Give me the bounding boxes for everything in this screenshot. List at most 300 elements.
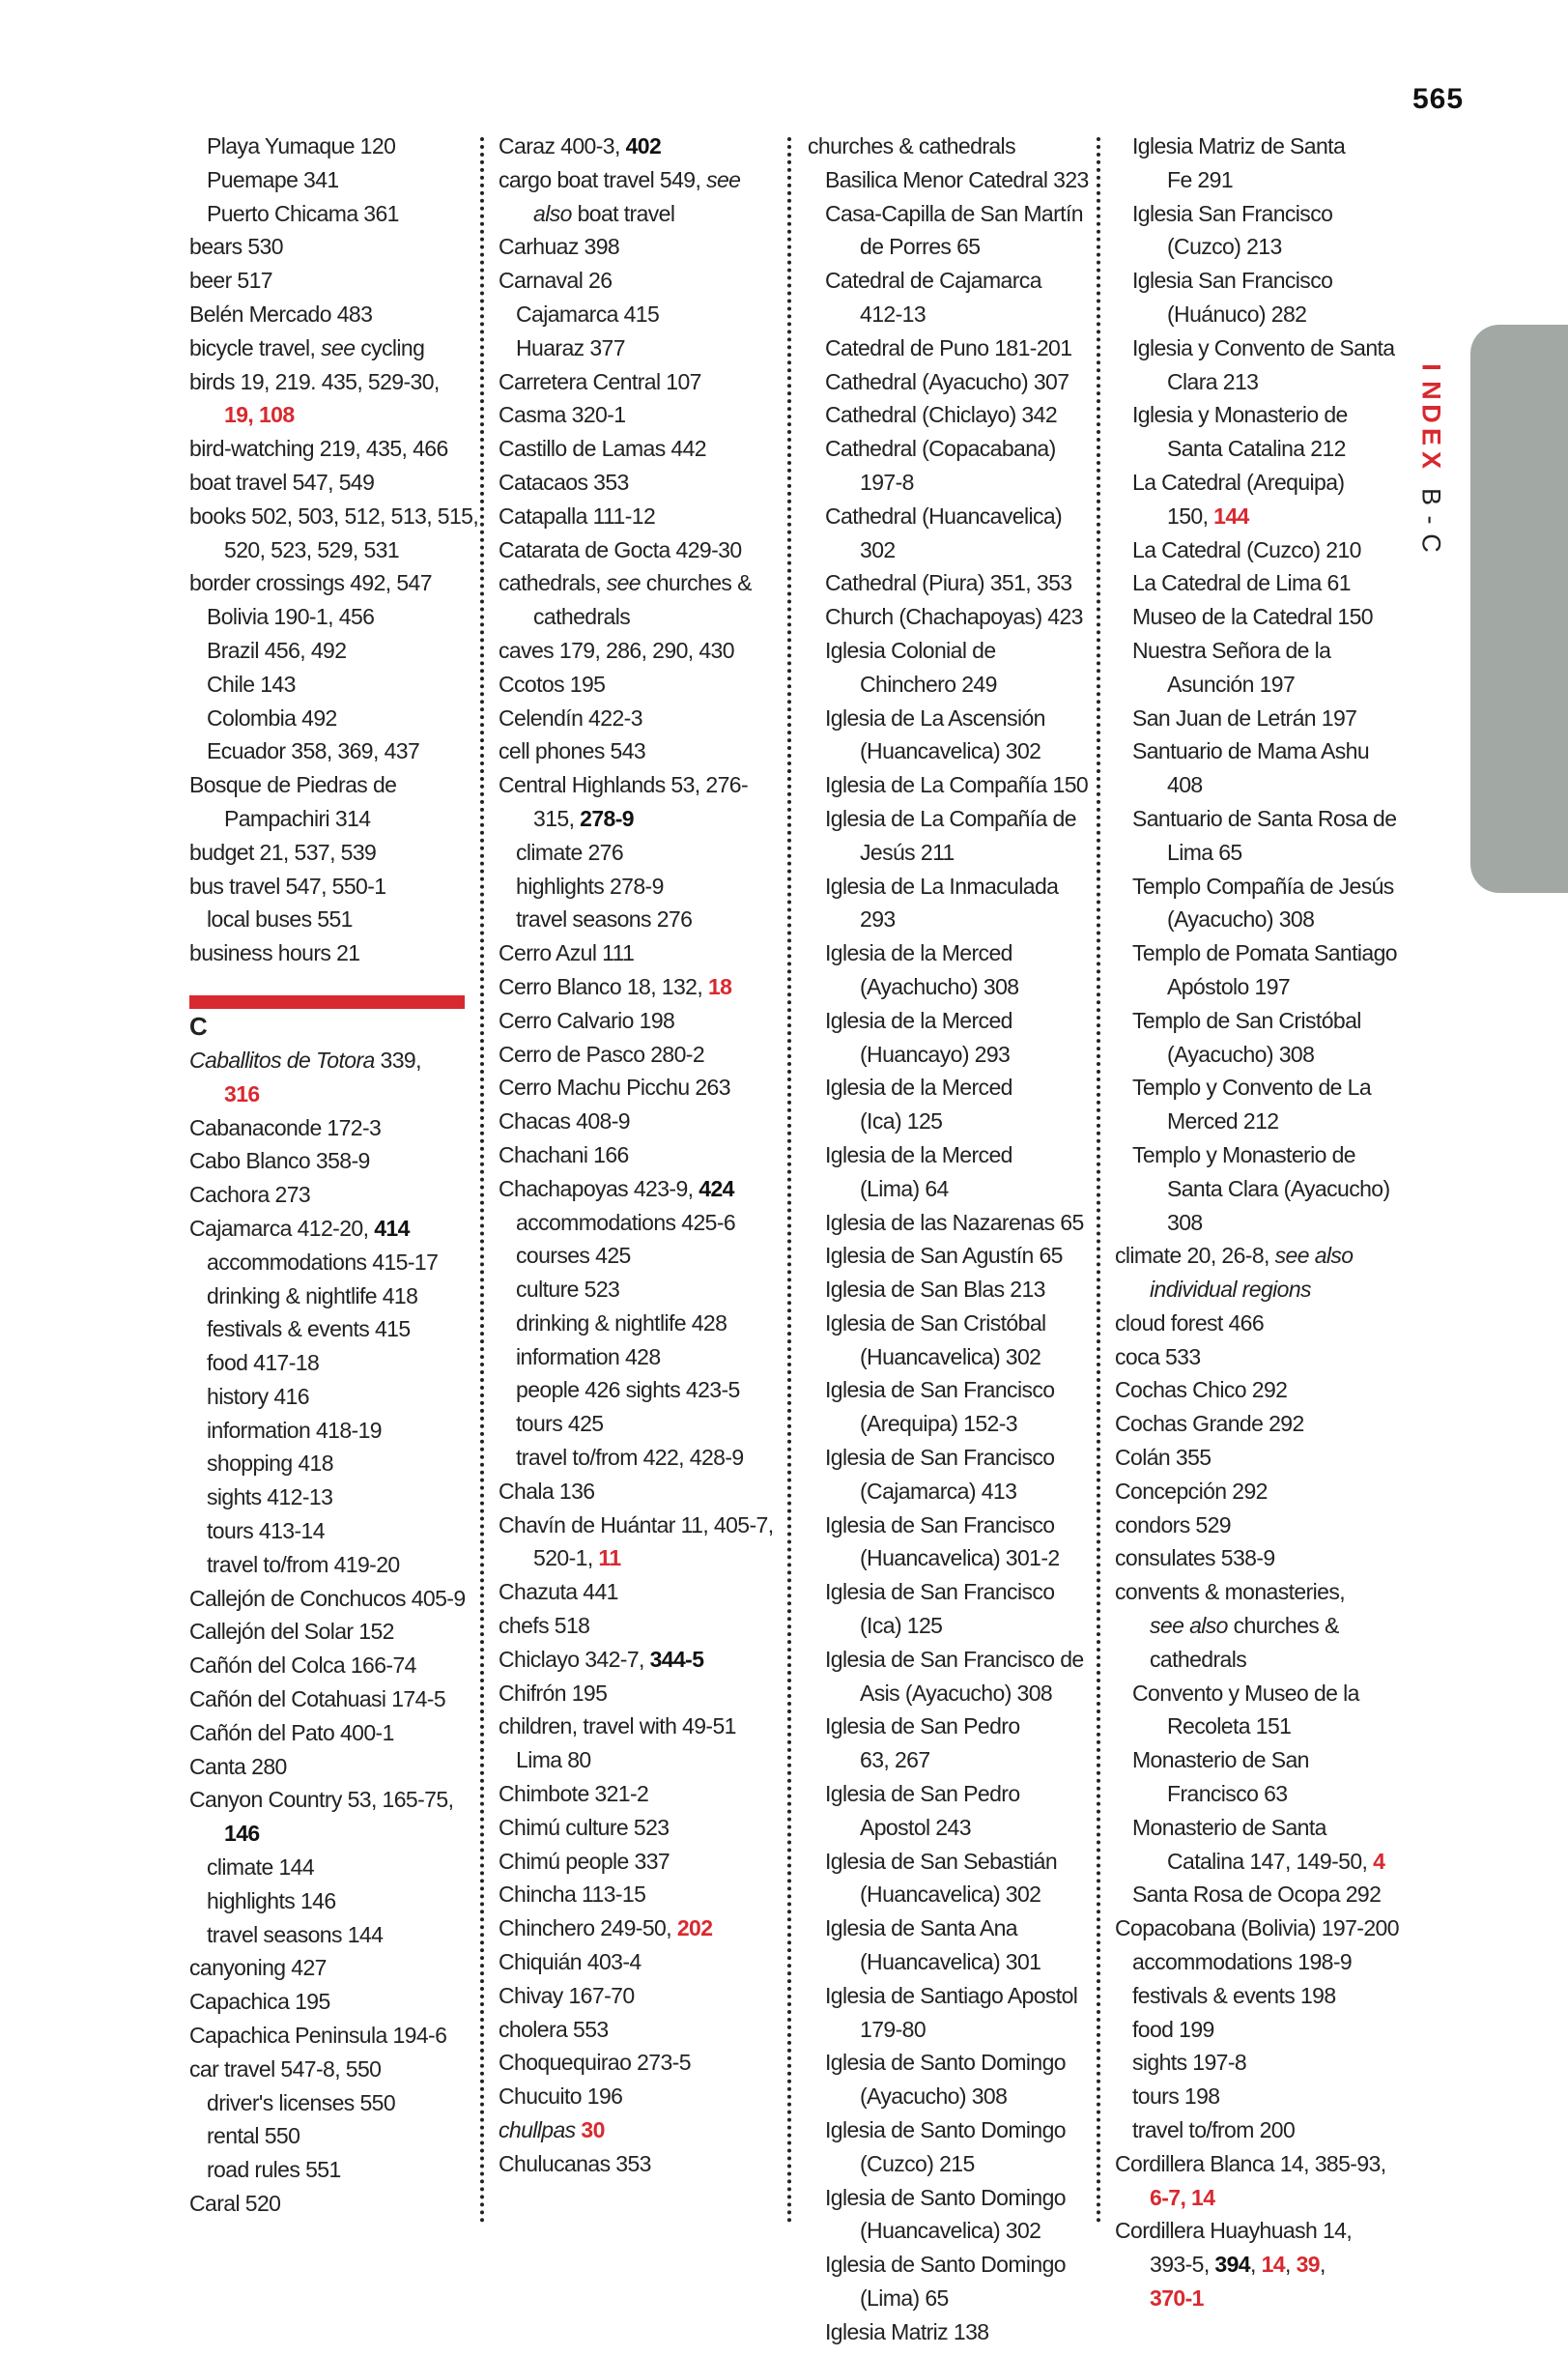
entry-text: Cerro Azul 111: [499, 940, 635, 966]
entry-text: Iglesia de Santa Ana: [825, 1915, 1017, 1941]
index-entry: [499, 802, 774, 836]
index-entry: [808, 1508, 1088, 1542]
index-entry: [1115, 1575, 1395, 1609]
index-entry: [1115, 1609, 1395, 1643]
index-entry: [1115, 298, 1395, 331]
entry-text: Cordillera Blanca 14, 385-93,: [1115, 2150, 1386, 2176]
entry-text: 179-80: [860, 2016, 927, 2042]
index-entry: [189, 1783, 465, 1817]
entry-text: Chiclayo 342-7,: [499, 1646, 650, 1672]
entry-text: Colombia 492: [207, 704, 337, 731]
entry-text: accommodations 425-6: [516, 1209, 736, 1235]
entry-text: Asis (Ayacucho) 308: [860, 1680, 1053, 1706]
index-entry: [808, 566, 1088, 600]
index-entry: [189, 2086, 465, 2120]
index-entry: [808, 500, 1088, 533]
index-entry: [499, 936, 774, 970]
index-entry: [499, 634, 774, 668]
index-entry: [189, 1514, 465, 1548]
index-entry: [499, 1710, 774, 1743]
entry-text: Iglesia de La Ascensión: [825, 704, 1045, 731]
index-entry: [499, 1677, 774, 1710]
index-entry: [1115, 500, 1395, 533]
index-entry: [189, 1716, 465, 1750]
index-entry: [808, 1911, 1088, 1945]
entry-text: bears 530: [189, 234, 283, 260]
entry-text: Iglesia de Santiago Apostol: [825, 1982, 1078, 2008]
entry-text: local buses 551: [207, 906, 353, 933]
entry-text: Catedral de Puno 181-201: [825, 334, 1072, 360]
index-entry: [1115, 1541, 1395, 1575]
index-entry: [499, 1643, 774, 1677]
entry-text: tours 425: [516, 1411, 604, 1437]
entry-text: car travel 547-8, 550: [189, 2055, 382, 2082]
entry-text: Puemape 341: [207, 166, 339, 192]
entry-text: Iglesia de San Francisco: [825, 1579, 1055, 1605]
entry-text: Capachica Peninsula 194-6: [189, 2023, 447, 2049]
entry-text: Caballitos de Totora: [189, 1047, 375, 1073]
entry-text: cargo boat travel 549,: [499, 166, 707, 192]
index-entry: [499, 163, 774, 197]
index-entry: [189, 1817, 465, 1851]
index-entry: [808, 1575, 1088, 1609]
index-entry: [808, 2046, 1088, 2080]
entry-text: children, travel with 49-51: [499, 1713, 736, 1739]
entry-text: 315,: [533, 805, 581, 831]
entry-text: bicycle travel,: [189, 334, 322, 360]
index-entry: [808, 398, 1088, 432]
index-entry: [1115, 1038, 1395, 1072]
entry-text: cathedrals: [533, 604, 631, 630]
entry-text: 408: [1167, 772, 1203, 798]
entry-text: 520, 523, 529, 531: [224, 536, 400, 562]
entry-text: Iglesia de La Inmaculada: [825, 873, 1059, 899]
entry-text: Chazuta 441: [499, 1579, 618, 1605]
index-entry: [189, 768, 465, 802]
entry-text: Santa Clara (Ayacucho): [1167, 1175, 1390, 1201]
index-entry: [808, 1475, 1088, 1508]
index-entry: [1115, 1475, 1395, 1508]
index-entry: [189, 398, 465, 432]
index-entry: [499, 230, 774, 264]
entry-text: Iglesia de San Francisco: [825, 1511, 1055, 1537]
index-entry: [808, 1340, 1088, 1374]
index-thumb-tab: [1470, 325, 1568, 893]
entry-text: condors 529: [1115, 1511, 1231, 1537]
index-entry: [499, 1407, 774, 1441]
entry-text: travel to/from 200: [1132, 2117, 1296, 2143]
index-entry: [499, 668, 774, 702]
index-entry: [1115, 2080, 1395, 2113]
index-entry: [189, 533, 465, 567]
index-entry: [499, 1441, 774, 1475]
index-entry: [189, 1884, 465, 1918]
entry-text: (Huancayo) 293: [860, 1041, 1011, 1067]
entry-text: Catarata de Gocta 429-30: [499, 536, 742, 562]
entry-text: de Porres 65: [860, 234, 981, 260]
index-entry: [189, 1144, 465, 1178]
index-entry: [189, 1649, 465, 1682]
index-entry: [808, 2248, 1088, 2282]
index-entry: [499, 197, 774, 231]
entry-text: Santa Rosa de Ocopa 292: [1132, 1882, 1382, 1908]
entry-text: Cañón del Colca 166-74: [189, 1652, 416, 1679]
entry-text: Templo de Pomata Santiago: [1132, 940, 1397, 966]
entry-text: Iglesia de Santo Domingo: [825, 2252, 1066, 2278]
entry-text: Cathedral (Huancavelica): [825, 503, 1063, 529]
index-entry: [499, 1777, 774, 1811]
index-entry: [808, 1172, 1088, 1206]
entry-text: Iglesia de San Francisco de: [825, 1646, 1084, 1672]
index-entry: [189, 1447, 465, 1480]
entry-text: also: [533, 200, 572, 226]
index-entry: [1115, 2147, 1395, 2181]
entry-text: climate 144: [207, 1854, 315, 1881]
index-entry: [808, 1441, 1088, 1475]
index-entries-c: [189, 1044, 465, 2221]
entry-text: Templo de San Cristóbal: [1132, 1007, 1361, 1033]
entry-text: (Ica) 125: [860, 1613, 943, 1639]
index-entry: [808, 230, 1088, 264]
entry-text: Iglesia de la Merced: [825, 1007, 1012, 1033]
entry-text: accommodations 198-9: [1132, 1949, 1353, 1975]
entry-text: Chachani 166: [499, 1141, 629, 1167]
entry-text: Iglesia de San Sebastián: [825, 1848, 1058, 1874]
index-entry: [1115, 2013, 1395, 2047]
entry-text: Cerro de Pasco 280-2: [499, 1041, 705, 1067]
entry-text: Bolivia 190-1, 456: [207, 604, 375, 630]
index-entry: [499, 1979, 774, 2013]
entry-text: (Arequipa) 152-3: [860, 1411, 1018, 1437]
entry-text: food 417-18: [207, 1350, 320, 1376]
entry-text: Iglesia y Monasterio de: [1132, 402, 1348, 428]
index-entry: [189, 1178, 465, 1212]
entry-text: 150,: [1167, 503, 1214, 529]
map-page-ref: ,: [247, 402, 259, 428]
entry-text: Callejón de Conchucos 405-9: [189, 1585, 466, 1611]
index-entry: [1115, 2282, 1395, 2315]
index-entry: [189, 1111, 465, 1145]
bold-page-ref: 394: [1214, 2252, 1250, 2278]
index-entry: [808, 1979, 1088, 2013]
index-entry: [808, 1811, 1088, 1845]
index-entry: [1115, 2214, 1395, 2248]
index-entry: [1115, 1979, 1395, 2013]
entry-text: cloud forest 466: [1115, 1309, 1265, 1336]
index-entry: [499, 1105, 774, 1138]
index-entry: [499, 2013, 774, 2047]
entry-text: Carnaval 26: [499, 268, 613, 294]
entry-text: consulates 538-9: [1115, 1545, 1275, 1571]
index-entry: [499, 1575, 774, 1609]
index-entry: [189, 1682, 465, 1716]
entry-text: Bosque de Piedras de: [189, 772, 397, 798]
index-entry: [1115, 197, 1395, 231]
index-entry: [499, 1945, 774, 1979]
index-entry: [808, 2315, 1088, 2349]
index-entry: [808, 970, 1088, 1004]
index-entry: [189, 702, 465, 735]
entry-text: Iglesia de La Compañía de: [825, 805, 1076, 831]
entry-text: Santuario de Mama Ashu: [1132, 738, 1370, 764]
entry-text: Chivay 167-70: [499, 1982, 635, 2008]
entry-text: (Huancavelica) 302: [860, 738, 1041, 764]
index-entry: [1115, 1878, 1395, 1911]
index-entry: [499, 1206, 774, 1240]
index-entry: [808, 197, 1088, 231]
index-entry: [808, 1138, 1088, 1172]
index-entry: [1115, 1945, 1395, 1979]
map-page-ref: ,: [1180, 2184, 1192, 2210]
index-entry: [808, 1541, 1088, 1575]
entry-text: Convento y Museo de la: [1132, 1680, 1359, 1706]
entry-text: Cathedral (Chiclayo) 342: [825, 402, 1058, 428]
thumb-tab-char: C: [1416, 533, 1445, 553]
index-entry: [189, 1346, 465, 1380]
bold-page-ref: 414: [374, 1215, 410, 1241]
entry-text: cycling: [355, 334, 425, 360]
entry-text: Carhuaz 398: [499, 234, 620, 260]
index-entry: [808, 802, 1088, 836]
index-column-3: [808, 129, 1088, 2349]
entry-text: La Catedral (Arequipa): [1132, 469, 1345, 495]
entry-text: Catalina 147, 149-50,: [1167, 1848, 1374, 1874]
entry-text: Ecuador 358, 369, 437: [207, 738, 420, 764]
column-divider-1: [480, 137, 484, 2225]
index-entry: [1115, 1138, 1395, 1172]
index-entry: [1115, 1710, 1395, 1743]
entry-text: see also: [1274, 1243, 1354, 1269]
index-entry: [499, 2147, 774, 2181]
map-page-ref: 19: [224, 402, 248, 428]
entry-text: tours 198: [1132, 2083, 1220, 2110]
entry-text: shopping 418: [207, 1451, 333, 1477]
entry-text: Iglesia Colonial de: [825, 637, 996, 663]
index-entry: [1115, 2181, 1395, 2215]
entry-text: Chucuito 196: [499, 2083, 623, 2110]
entry-text: (Ayacucho) 308: [860, 2083, 1008, 2110]
index-entry: [808, 768, 1088, 802]
index-entry: [808, 836, 1088, 870]
entry-text: Iglesia de San Francisco: [825, 1377, 1055, 1403]
index-entry: [1115, 1441, 1395, 1475]
index-entry: [808, 2147, 1088, 2181]
entry-text: chullpas: [499, 2117, 576, 2143]
entry-text: Cabo Blanco 358-9: [189, 1148, 370, 1174]
index-entry: [499, 1743, 774, 1777]
index-entry: [499, 2080, 774, 2113]
map-page-ref: 6-7: [1150, 2184, 1181, 2210]
entry-text: (Ayachucho) 308: [860, 973, 1019, 999]
entry-text: cathedrals,: [499, 570, 607, 596]
entry-text: (Huánuco) 282: [1167, 301, 1307, 327]
entry-text: (Huancavelica) 302: [860, 2218, 1041, 2244]
entry-text: (Huancavelica) 302: [860, 1882, 1041, 1908]
index-entry: [499, 1038, 774, 1072]
index-entry: [499, 1071, 774, 1105]
index-entry: [189, 365, 465, 399]
index-entry: [1115, 331, 1395, 365]
index-entry: [189, 2053, 465, 2086]
entry-text: Cordillera Huayhuash 14,: [1115, 2218, 1353, 2244]
index-entry: [189, 600, 465, 634]
entry-text: Santuario de Santa Rosa de: [1132, 805, 1397, 831]
entry-text: 302: [860, 536, 896, 562]
entry-text: ,: [1249, 2252, 1262, 2278]
entry-text: festivals & events 415: [207, 1316, 411, 1342]
entry-text: Nuestra Señora de la: [1132, 637, 1331, 663]
entry-text: history 416: [207, 1383, 309, 1409]
entry-text: Templo y Convento de La: [1132, 1075, 1372, 1101]
bold-page-ref: 344-5: [649, 1646, 704, 1672]
index-column-2: [499, 129, 774, 2181]
entry-text: (Ayacucho) 308: [1167, 1041, 1315, 1067]
index-entry: [1115, 398, 1395, 432]
index-entry: [808, 1407, 1088, 1441]
index-entry: [1115, 836, 1395, 870]
entry-text: (Cuzco) 213: [1167, 234, 1282, 260]
index-entry: [1115, 466, 1395, 500]
section-divider-bar: [189, 995, 465, 1009]
thumb-tab-char: -: [1416, 515, 1445, 525]
entry-text: Cerro Blanco 18, 132,: [499, 973, 708, 999]
index-entry: [189, 2153, 465, 2187]
index-entry: [1115, 365, 1395, 399]
index-entry: [499, 1911, 774, 1945]
entry-text: (Ica) 125: [860, 1108, 943, 1135]
entry-text: (Huancavelica) 302: [860, 1343, 1041, 1369]
entry-text: Catapalla 111-12: [499, 503, 656, 529]
bold-page-ref: 278-9: [580, 805, 634, 831]
map-page-ref: 316: [224, 1080, 260, 1106]
index-entry: [808, 1206, 1088, 1240]
entry-text: Casma 320-1: [499, 402, 626, 428]
entry-text: Cochas Chico 292: [1115, 1377, 1288, 1403]
entry-text: Cachora 273: [189, 1182, 311, 1208]
entry-text: Carretera Central 107: [499, 368, 701, 394]
entry-text: Celendín 422-3: [499, 704, 642, 731]
entry-text: coca 533: [1115, 1343, 1201, 1369]
index-entry: [499, 331, 774, 365]
entry-text: canyoning 427: [189, 1955, 327, 1981]
index-entry: [189, 1212, 465, 1246]
entry-text: festivals & events 198: [1132, 1982, 1336, 2008]
entry-text: La Catedral de Lima 61: [1132, 570, 1351, 596]
map-page-ref: 202: [676, 1915, 713, 1941]
entry-text: bird-watching 219, 435, 466: [189, 436, 448, 462]
entry-text: Casa-Capilla de San Martín: [825, 200, 1083, 226]
thumb-tab-char: X: [1416, 450, 1445, 469]
entry-text: Iglesia de La Compañía 150: [825, 772, 1089, 798]
index-entries-b: [189, 129, 479, 970]
index-entry: [189, 1077, 465, 1111]
entry-text: Chiquián 403-4: [499, 1949, 641, 1975]
index-entry: [808, 634, 1088, 668]
entry-text: culture 523: [516, 1277, 620, 1303]
entry-text: driver's licenses 550: [207, 2089, 396, 2115]
entry-text: Concepción 292: [1115, 1478, 1268, 1504]
map-page-ref: 14: [1191, 2184, 1215, 2210]
index-entry: [1115, 1911, 1399, 1945]
index-entry: [499, 702, 774, 735]
entry-text: see: [706, 166, 741, 192]
entry-text: Iglesia de San Pedro: [825, 1781, 1020, 1807]
index-entry: [189, 1548, 465, 1582]
entry-text: ,: [1284, 2252, 1297, 2278]
index-entry: [808, 1609, 1088, 1643]
entry-text: Belén Mercado 483: [189, 301, 373, 327]
section-letter: C: [189, 1011, 208, 1041]
index-entry: [1115, 264, 1395, 298]
entry-text: Cañón del Pato 400-1: [189, 1719, 394, 1745]
entry-text: Fe 291: [1167, 166, 1234, 192]
index-entry: [1115, 1373, 1395, 1407]
entry-text: Chile 143: [207, 671, 296, 697]
index-entry: [499, 398, 774, 432]
entry-text: Apostol 243: [860, 1814, 971, 1840]
entry-text: 412-13: [860, 301, 927, 327]
entry-text: border crossings 492, 547: [189, 570, 432, 596]
entry-text: Huaraz 377: [516, 334, 625, 360]
index-entry: [1115, 970, 1395, 1004]
index-entry: [808, 734, 1088, 768]
index-entry: [1115, 163, 1395, 197]
entry-text: 393-5,: [1150, 2252, 1215, 2278]
index-entry: [1115, 1845, 1395, 1879]
entry-text: Clara 213: [1167, 368, 1259, 394]
index-entry: [1115, 1206, 1395, 1240]
index-entry: [808, 600, 1088, 634]
entry-text: Cajamarca 412-20,: [189, 1215, 375, 1241]
index-entry: [1115, 2113, 1395, 2147]
index-entry: [499, 1845, 774, 1879]
index-entry: [808, 2181, 1088, 2215]
index-entry: [808, 1878, 1088, 1911]
entry-text: sights 412-13: [207, 1484, 333, 1510]
thumb-tab-char: D: [1416, 404, 1445, 423]
entry-text: churches &: [641, 570, 752, 596]
index-entry: [189, 1582, 465, 1616]
entry-text: Callejón del Solar 152: [189, 1619, 394, 1645]
entry-text: Iglesia San Francisco: [1132, 268, 1333, 294]
index-entry: [808, 129, 1088, 163]
entry-text: La Catedral (Cuzco) 210: [1132, 536, 1361, 562]
index-entry: [808, 298, 1088, 331]
index-entry: [499, 129, 774, 163]
entry-text: highlights 278-9: [516, 873, 664, 899]
entry-text: Chavín de Huántar 11, 405-7,: [499, 1511, 774, 1537]
entry-text: caves 179, 286, 290, 430: [499, 637, 734, 663]
map-page-ref: 14: [1261, 2252, 1285, 2278]
entry-text: Iglesia de Santo Domingo: [825, 2117, 1066, 2143]
entry-text: (Huancavelica) 301-2: [860, 1545, 1060, 1571]
index-entry: [189, 1279, 465, 1313]
index-entry: [1115, 432, 1395, 466]
index-entry: [499, 600, 774, 634]
index-entry: [189, 264, 465, 298]
entry-text: Monasterio de San: [1132, 1747, 1309, 1773]
entry-text: Chinchero 249-50,: [499, 1915, 677, 1941]
entry-text: Cerro Calvario 198: [499, 1007, 675, 1033]
index-entry: [1115, 1172, 1395, 1206]
index-entry: [808, 1677, 1088, 1710]
entry-text: Francisco 63: [1167, 1781, 1288, 1807]
section-c: [189, 995, 465, 1044]
entry-text: Catacaos 353: [499, 469, 629, 495]
index-entry: [189, 331, 465, 365]
index-entry: [808, 870, 1088, 904]
entry-text: cathedrals: [1150, 1646, 1247, 1672]
